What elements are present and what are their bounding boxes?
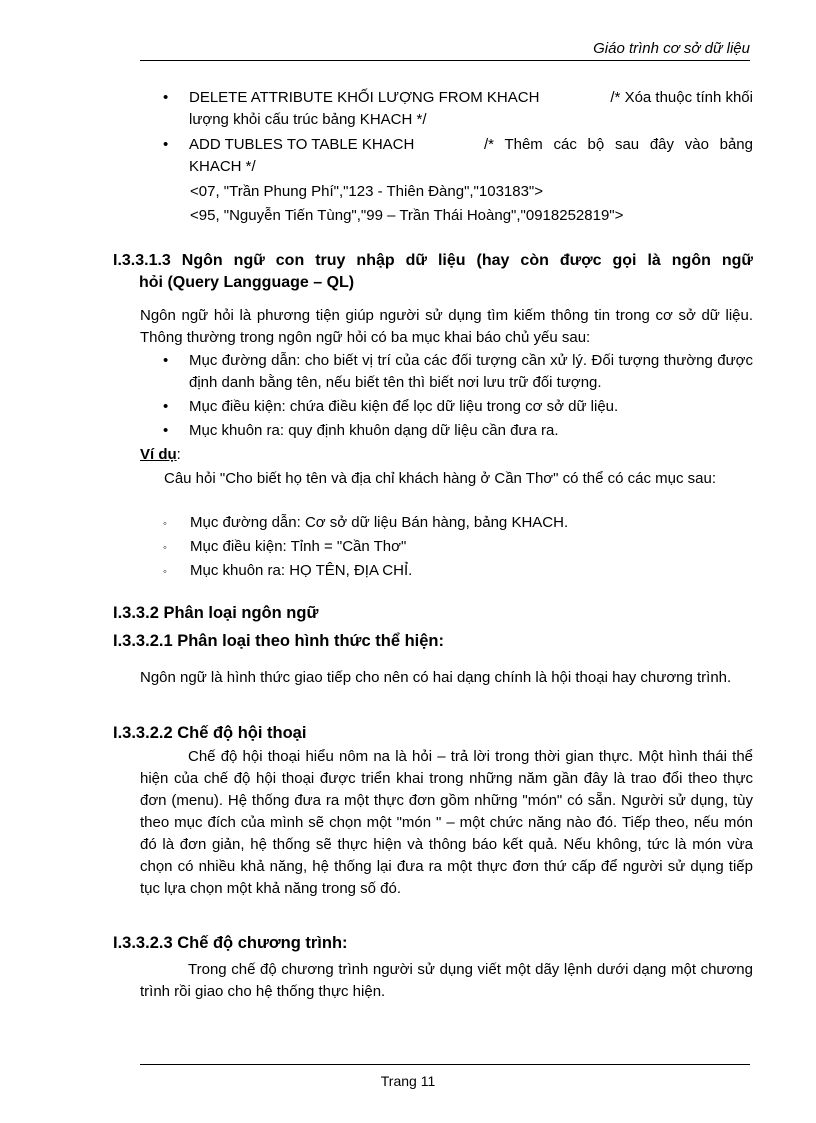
- bullet-code: DELETE ATTRIBUTE KHỐI LƯỢNG FROM KHACH: [189, 89, 540, 106]
- bullet-icon: •: [163, 398, 169, 415]
- list-item-text: Mục khuôn ra: quy định khuôn dạng dữ liệu cần đưa ra.: [189, 422, 559, 439]
- circle-bullet-icon: ◦: [163, 518, 167, 530]
- section-heading-1323: I.3.3.2.3 Chế độ chương trình:: [113, 934, 348, 952]
- bullet-comment-cont: KHACH */: [189, 158, 256, 175]
- section-1322-text: Chế độ hội thoại hiểu nôm na là hỏi – trả lời trong thời gian thực. Một hình thái thể hiện của chế độ hội thoại được triển khai trong những năm gần đây là trao đổi theo thực đơn (menu). Hệ thống đưa ra một thực đơn gồm những "món" có sẵn. Người sử dụng, tùy theo mục đích của mình sẽ chọn một "món " – một chức năng nào đó. Tiếp theo, nếu món đó là đơn giản, hệ thống sẽ thực hiện và thông báo kết quả. Nếu không, tức là món vừa chọn có nhiều khả năng, hệ thống lại đưa ra một thực đơn thứ cấp để người sử dụng tiếp tục lựa chọn một khả năng trong số đó.: [140, 748, 753, 897]
- section-1323-text: Trong chế độ chương trình người sử dụng viết một dãy lệnh dưới dạng một chương trình rồi giao cho hệ thống thực hiện.: [140, 961, 753, 1000]
- section-heading-1322: I.3.3.2.2 Chế độ hội thoại: [113, 724, 307, 742]
- bullet-comment: /* Xóa thuộc tính khối: [610, 89, 753, 106]
- bullet-icon: •: [163, 352, 169, 369]
- list-item-text: Mục đường dẫn: cho biết vị trí của các đối tượng cần xử lý. Đối tượng thường được định danh bằng tên, nếu biết tên thì biết nơi lưu trữ đối tượng.: [189, 352, 753, 391]
- sub-item: Mục khuôn ra: HỌ TÊN, ĐỊA CHỈ.: [190, 562, 413, 579]
- bullet-icon: •: [163, 89, 169, 106]
- bullet-comment: /* Thêm các bộ sau đây vào bảng: [484, 136, 753, 153]
- section-1313-intro: Ngôn ngữ hỏi là phương tiện giúp người sử dụng tìm kiếm thông tin trong cơ sở dữ liệu. Thông thường trong ngôn ngữ hỏi có ba mục khai báo chủ yếu sau:: [140, 307, 753, 346]
- footer-rule: [140, 1064, 750, 1065]
- example-label: [140, 444, 181, 466]
- tuple-line: <95, "Nguyễn Tiến Tùng","99 – Trần Thái Hoàng","0918252819">: [190, 207, 624, 224]
- circle-bullet-icon: ◦: [163, 566, 167, 578]
- list-item: [163, 396, 753, 418]
- header-rule: [140, 60, 750, 61]
- section-heading-1313: [113, 250, 753, 294]
- bullet-delete-attribute: [163, 87, 753, 131]
- bullet-icon: •: [163, 422, 169, 439]
- circle-bullet-icon: ◦: [163, 542, 167, 554]
- section-heading-1321: I.3.3.2.1 Phân loại theo hình thức thể hiện:: [113, 632, 444, 650]
- bullet-comment-cont: lượng khỏi cấu trúc bảng KHACH */: [189, 111, 427, 128]
- sub-item: Mục điều kiện: Tỉnh = "Cần Thơ": [190, 538, 407, 555]
- heading-line-2: hỏi (Query Langguage – QL): [139, 274, 355, 291]
- page-header-title: Giáo trình cơ sở dữ liệu: [593, 40, 750, 57]
- example-colon: :: [176, 446, 181, 463]
- bullet-icon: •: [163, 136, 169, 153]
- list-item: [163, 420, 753, 442]
- list-item-text: Mục điều kiện: chứa điều kiện để lọc dữ liệu trong cơ sở dữ liệu.: [189, 398, 619, 415]
- list-item: [163, 350, 753, 394]
- bullet-add-tubles: [163, 134, 753, 178]
- bullet-code: ADD TUBLES TO TABLE KHACH: [189, 136, 415, 153]
- section-1321-text: Ngôn ngữ là hình thức giao tiếp cho nên có hai dạng chính là hội thoại hay chương trình.: [140, 669, 732, 686]
- example-text: Câu hỏi "Cho biết họ tên và địa chỉ khách hàng ở Cần Thơ" có thể có các mục sau:: [164, 470, 717, 487]
- example-label-text: Ví dụ: [140, 446, 177, 463]
- sub-item: Mục đường dẫn: Cơ sở dữ liệu Bán hàng, bảng KHACH.: [190, 514, 569, 531]
- page-number: Trang 11: [380, 1073, 436, 1089]
- heading-line-1: I.3.3.1.3 Ngôn ngữ con truy nhập dữ liệu (hay còn được gọi là ngôn ngữ: [113, 252, 753, 269]
- section-heading-132: I.3.3.2 Phân loại ngôn ngữ: [113, 604, 319, 622]
- tuple-line: <07, "Trần Phung Phí","123 - Thiên Đàng","103183">: [190, 183, 544, 200]
